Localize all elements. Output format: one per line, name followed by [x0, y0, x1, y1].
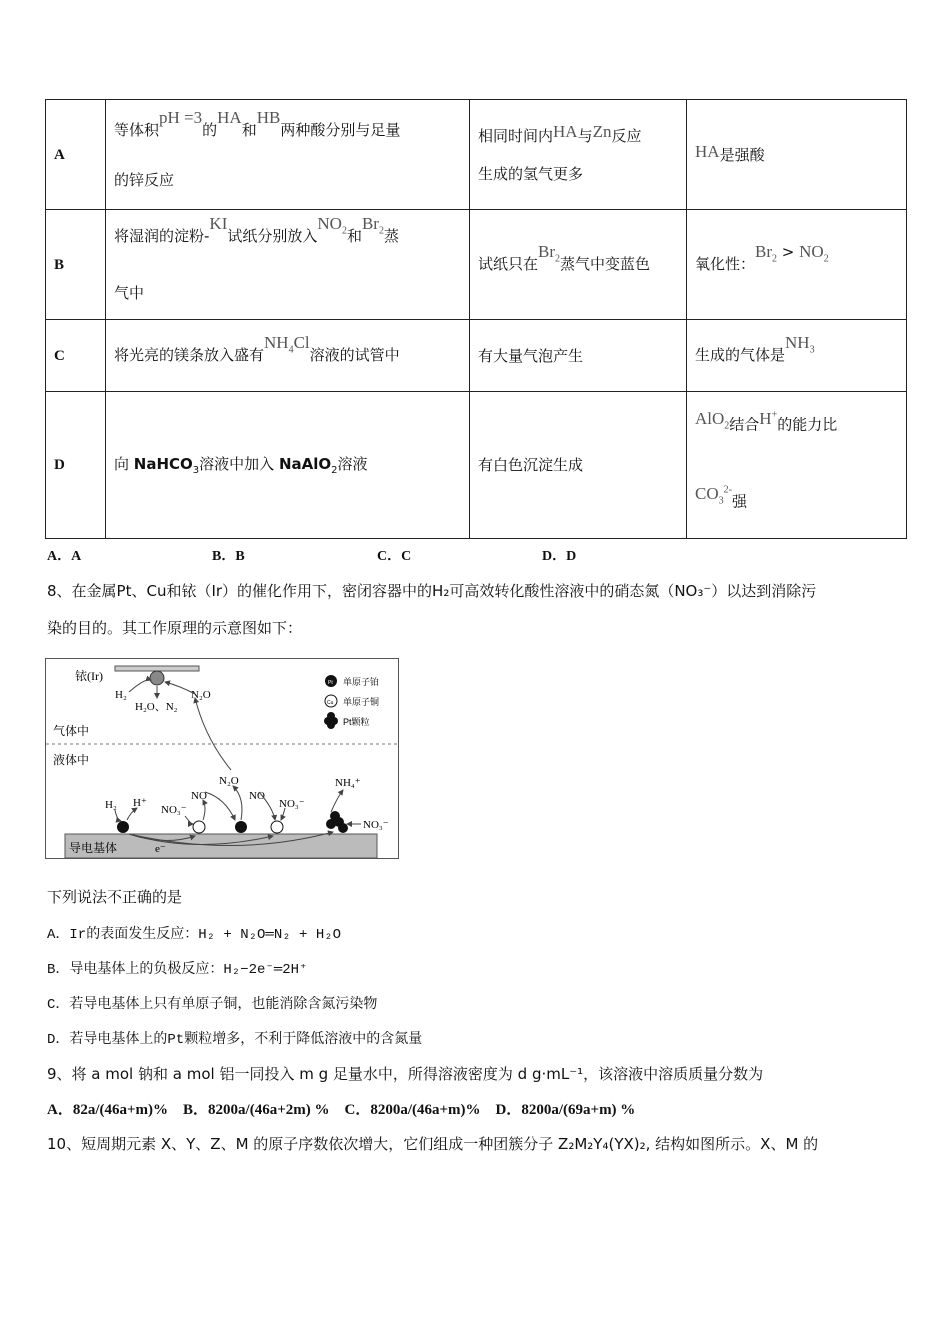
row-label: B: [46, 210, 106, 320]
no3-label-2: NO₃⁻: [279, 798, 305, 810]
text: 试纸分别放入: [227, 226, 318, 245]
gas-label: 气体中: [53, 724, 90, 738]
formula: [264, 332, 310, 356]
formula-text: NH: [785, 332, 810, 352]
conclusion-cell: [687, 320, 907, 392]
text: 两种酸分别与足量: [280, 120, 401, 139]
row-label: C: [46, 320, 106, 392]
subscript: 2: [823, 253, 829, 265]
cu-mark: Cu: [327, 700, 334, 706]
text: 等体积: [114, 120, 160, 139]
no3-label-3: NO₃⁻: [363, 819, 389, 831]
superscript: 2-: [723, 484, 732, 495]
text: 相同时间内: [478, 126, 554, 145]
substrate-label: 导电基体: [69, 841, 118, 855]
question8-option-a[interactable]: A．Ir的表面发生反应：H₂ + N₂O═N₂ + H₂O: [47, 927, 342, 943]
text: 和: [241, 120, 257, 139]
n2o-mid-label: N₂O: [219, 775, 239, 787]
subscript: 3: [809, 344, 815, 356]
no-label-2: NO: [249, 790, 265, 802]
formula: HA: [217, 107, 242, 127]
formula: pH =3: [159, 107, 203, 127]
phenomenon-cell: 有大量气泡产生: [470, 320, 687, 392]
operator: >: [777, 242, 800, 261]
formula-text: Br: [755, 241, 773, 261]
text: 结合: [729, 415, 760, 434]
subscript: 2: [772, 253, 778, 265]
catalysis-diagram: [45, 658, 399, 859]
legend-ptp: Pt颗粒: [343, 717, 370, 727]
text: 溶液的试管中: [309, 345, 400, 364]
text: 与: [577, 126, 593, 145]
procedure-cell: [106, 320, 470, 392]
table-row: [46, 100, 907, 210]
text: 的: [202, 120, 218, 139]
subscript: 3: [718, 495, 724, 507]
text: 溶液中加入: [199, 454, 279, 473]
text: 蒸气中变蓝色: [560, 254, 651, 273]
text: 反应: [611, 126, 642, 145]
question8-option-b[interactable]: B．导电基体上的负极反应：H₂−2e⁻═2H⁺: [47, 962, 308, 978]
subscript: 2: [341, 225, 347, 237]
question8-line1: 8、在金属Pt、Cu和铱（Ir）的催化作用下，密闭容器中的H₂可高效转化酸性溶液中的硝态氮（NO₃⁻）以达到消除污: [47, 582, 817, 600]
question8-prompt: [47, 886, 182, 907]
row-label: D: [46, 392, 106, 539]
n2o-top-label: N₂O: [191, 689, 211, 701]
text: 强: [731, 492, 747, 511]
ir-label: 铱(Ir): [75, 669, 103, 683]
subscript: 2: [331, 464, 338, 476]
pt-atom: [235, 821, 247, 833]
subscript: 2: [555, 253, 561, 265]
formula-text: NO: [799, 241, 824, 261]
superscript: +: [771, 408, 778, 420]
text: 生成的氢气更多: [478, 164, 584, 183]
formula: [695, 408, 730, 431]
table-row: [46, 392, 907, 539]
formula-text: NH: [264, 332, 289, 352]
prompt-text: 下列说法不正确的是: [47, 888, 183, 906]
formula: [361, 213, 384, 237]
phenomenon-cell: 有白色沉淀生成: [470, 392, 687, 539]
text: 氧化性：: [695, 254, 756, 273]
formula-text: AlO: [695, 408, 725, 428]
ir-plate: [115, 666, 199, 671]
legend-cu: 单原子铜: [343, 697, 380, 707]
formula: Zn: [592, 121, 612, 141]
formula: [317, 213, 347, 237]
h2-label: H₂: [115, 689, 127, 701]
formula: KI: [209, 213, 228, 233]
text: 溶液: [337, 454, 368, 473]
procedure-cell: [106, 100, 470, 210]
nh4-label: NH₄⁺: [335, 777, 361, 789]
subscript: 2: [378, 225, 384, 237]
conclusion-cell: [687, 210, 907, 320]
question9-text: 9、将 a mol 钠和 a mol 铝一同投入 m g 足量水中，所得溶液密度为 d g·mL⁻¹，该溶液中溶质质量分数为: [47, 1065, 764, 1083]
procedure-cell: [106, 210, 470, 320]
formula: [755, 241, 829, 265]
formula: NaAlO: [278, 454, 332, 473]
procedure-cell: [106, 392, 470, 539]
question8-option-d[interactable]: D．若导电基体上的Pt颗粒增多，不利于降低溶液中的含氮量: [47, 1032, 423, 1048]
cu-atom: [193, 821, 205, 833]
text: 的锌反应: [114, 170, 175, 189]
subscript: 4: [288, 344, 294, 356]
text: 生成的气体是: [695, 345, 786, 364]
question7-table: [45, 99, 907, 539]
formula-text: Cl: [293, 332, 310, 352]
formula: HA: [695, 141, 720, 161]
formula: [785, 332, 815, 356]
formula: NaHCO: [133, 454, 193, 473]
text: 向: [114, 454, 134, 473]
subscript: 3: [192, 464, 200, 476]
text: 将湿润的淀粉-: [114, 226, 210, 245]
phenomenon-cell: [470, 100, 687, 210]
formula-text: Br: [361, 213, 379, 233]
formula: [695, 483, 732, 507]
text: 是强酸: [719, 145, 765, 164]
no-label-1: NO: [191, 790, 207, 802]
no3-label-1: NO₃⁻: [161, 804, 187, 816]
text: 的能力比: [777, 415, 838, 434]
choice-d[interactable]: D．D: [542, 549, 577, 564]
liquid-label: 液体中: [53, 753, 90, 767]
choice-c[interactable]: C．C: [377, 549, 412, 564]
formula: HB: [256, 107, 281, 127]
subscript: 2: [724, 420, 730, 431]
text: 将光亮的镁条放入盛有: [114, 345, 265, 364]
text: 气中: [114, 284, 145, 303]
phenomenon-cell: [470, 210, 687, 320]
pt-atom: [117, 821, 129, 833]
conclusion-cell: [687, 100, 907, 210]
text: 蒸: [383, 226, 399, 245]
choice-a[interactable]: A．A: [47, 549, 82, 564]
question8-line2: 染的目的。其工作原理的示意图如下：: [47, 619, 303, 637]
formula-text: H: [759, 408, 772, 428]
formula-text: CO: [695, 483, 719, 503]
conclusion-cell: [687, 392, 907, 539]
question7-choices: [47, 545, 707, 565]
legend-pt: 单原子铂: [343, 677, 380, 687]
formula: [538, 241, 561, 265]
question8-option-c[interactable]: C．若导电基体上只有单原子铜，也能消除含氮污染物: [47, 997, 378, 1013]
text: 试纸只在: [478, 254, 539, 273]
formula: HA: [553, 121, 578, 141]
choice-b[interactable]: B．B: [212, 549, 245, 564]
ir-atom: [150, 671, 164, 685]
cu-atom: [271, 821, 283, 833]
table-row: [46, 320, 907, 392]
formula: [759, 409, 777, 428]
h2o-n2-label: H₂O、N₂: [135, 701, 178, 713]
table-row: [46, 210, 907, 320]
pt-mark: Pt: [328, 680, 333, 686]
h2-b-label: H₂: [105, 799, 117, 811]
formula-text: Br: [538, 241, 556, 261]
formula-text: NO: [317, 213, 342, 233]
text: 和: [346, 226, 362, 245]
row-label: A: [46, 100, 106, 210]
question9-options[interactable]: A．82a/(46a+m)% B．8200a/(46a+2m) % C．8200a/(46a+m)% D．8200a/(69a+m) %: [47, 1102, 636, 1118]
electron-label: e⁻: [155, 843, 166, 855]
question10-text: 10、短周期元素 X、Y、Z、M 的原子序数依次增大，它们组成一种团簇分子 Z₂M₂Y₄(YX)₂, 结构如图所示。X、M 的: [47, 1135, 819, 1153]
hplus-label: H⁺: [133, 797, 147, 809]
